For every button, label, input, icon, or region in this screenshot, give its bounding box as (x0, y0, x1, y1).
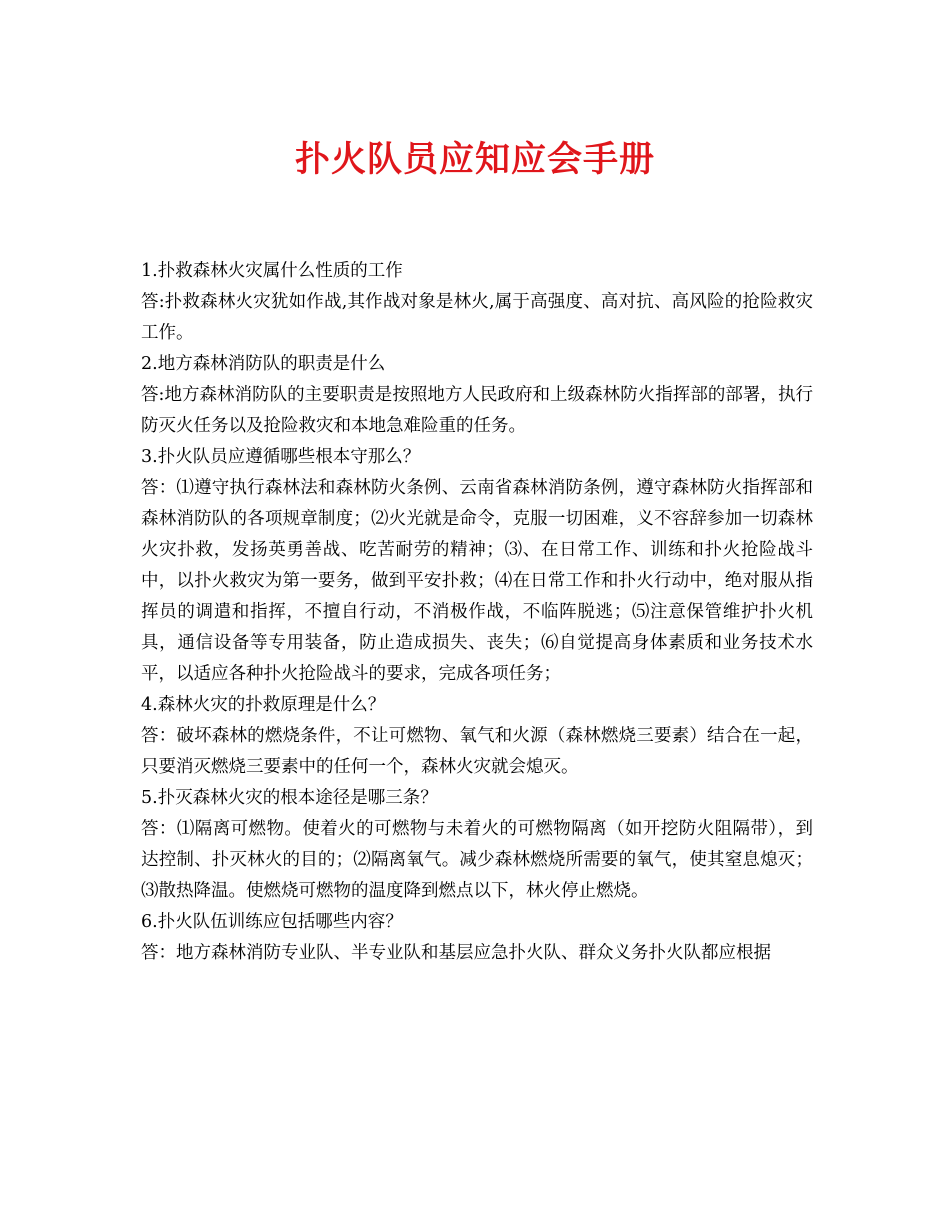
qa-item-4 (141, 690, 813, 783)
question-text: 2.地方森林消防队的职责是什么 (141, 354, 386, 374)
question-text: 3.扑火队员应遵循哪些根本守那么？ (141, 447, 421, 467)
question-text: 4.森林火灾的扑救原理是什么？ (141, 695, 386, 715)
question-text: 6.扑火队伍训练应包括哪些内容？ (141, 912, 403, 932)
answer-text: 答：⑴遵守执行森林法和森林防火条例、云南省森林消防条例，遵守森林防火指挥部和森林消防队的各项规章制度；⑵火光就是命令，克服一切困难，义不容辞参加一切森林火灾扑救，发扬英勇善战、吃苦耐劳的精神；⑶、在日常工作、训练和扑火抢险战斗中，以扑火救灾为第一要务，做到平安扑救；⑷在日常工作和扑火行动中，绝对服从指挥员的调遣和指挥，不擅自行动，不消极作战，不临阵脱逃；⑸注意保管维护扑火机具，通信设备等专用装备，防止造成损失、丧失；⑹自觉提高身体素质和业务技术水平，以适应各种扑火抢险战斗的要求，完成各项任务； (141, 478, 813, 684)
question-text: 1.扑救森林火灾属什么性质的工作 (141, 261, 403, 281)
answer-text: 答：破坏森林的燃烧条件，不让可燃物、氧气和火源（森林燃烧三要素）结合在一起，只要消灭燃烧三要素中的任何一个，森林火灾就会熄灭。 (141, 726, 813, 777)
qa-item-6 (141, 907, 813, 969)
question-text: 5.扑灭森林火灾的根本途径是哪三条？ (141, 788, 438, 808)
qa-item-3 (141, 442, 813, 690)
answer-text: 答：⑴隔离可燃物。使着火的可燃物与未着火的可燃物隔离（如开挖防火阻隔带），到达控制、扑灭林火的目的；⑵隔离氧气。减少森林燃烧所需要的氧气，使其窒息熄灭；⑶散热降温。使燃烧可燃物的温度降到燃点以下，林火停止燃烧。 (141, 819, 813, 901)
qa-item-2 (141, 349, 813, 442)
qa-item-5 (141, 783, 813, 907)
answer-text: 答:扑救森林火灾犹如作战,其作战对象是林火,属于高强度、高对抗、高风险的抢险救灾工作。 (141, 292, 813, 343)
document-title: 扑火队员应知应会手册 (294, 139, 655, 180)
document-body (141, 256, 813, 969)
answer-text: 答:地方森林消防队的主要职责是按照地方人民政府和上级森林防火指挥部的部署，执行防灭火任务以及抢险救灾和本地急难险重的任务。 (141, 385, 813, 436)
answer-text: 答：地方森林消防专业队、半专业队和基层应急扑火队、群众义务扑火队都应根据 (141, 943, 771, 963)
qa-item-1 (141, 256, 813, 349)
